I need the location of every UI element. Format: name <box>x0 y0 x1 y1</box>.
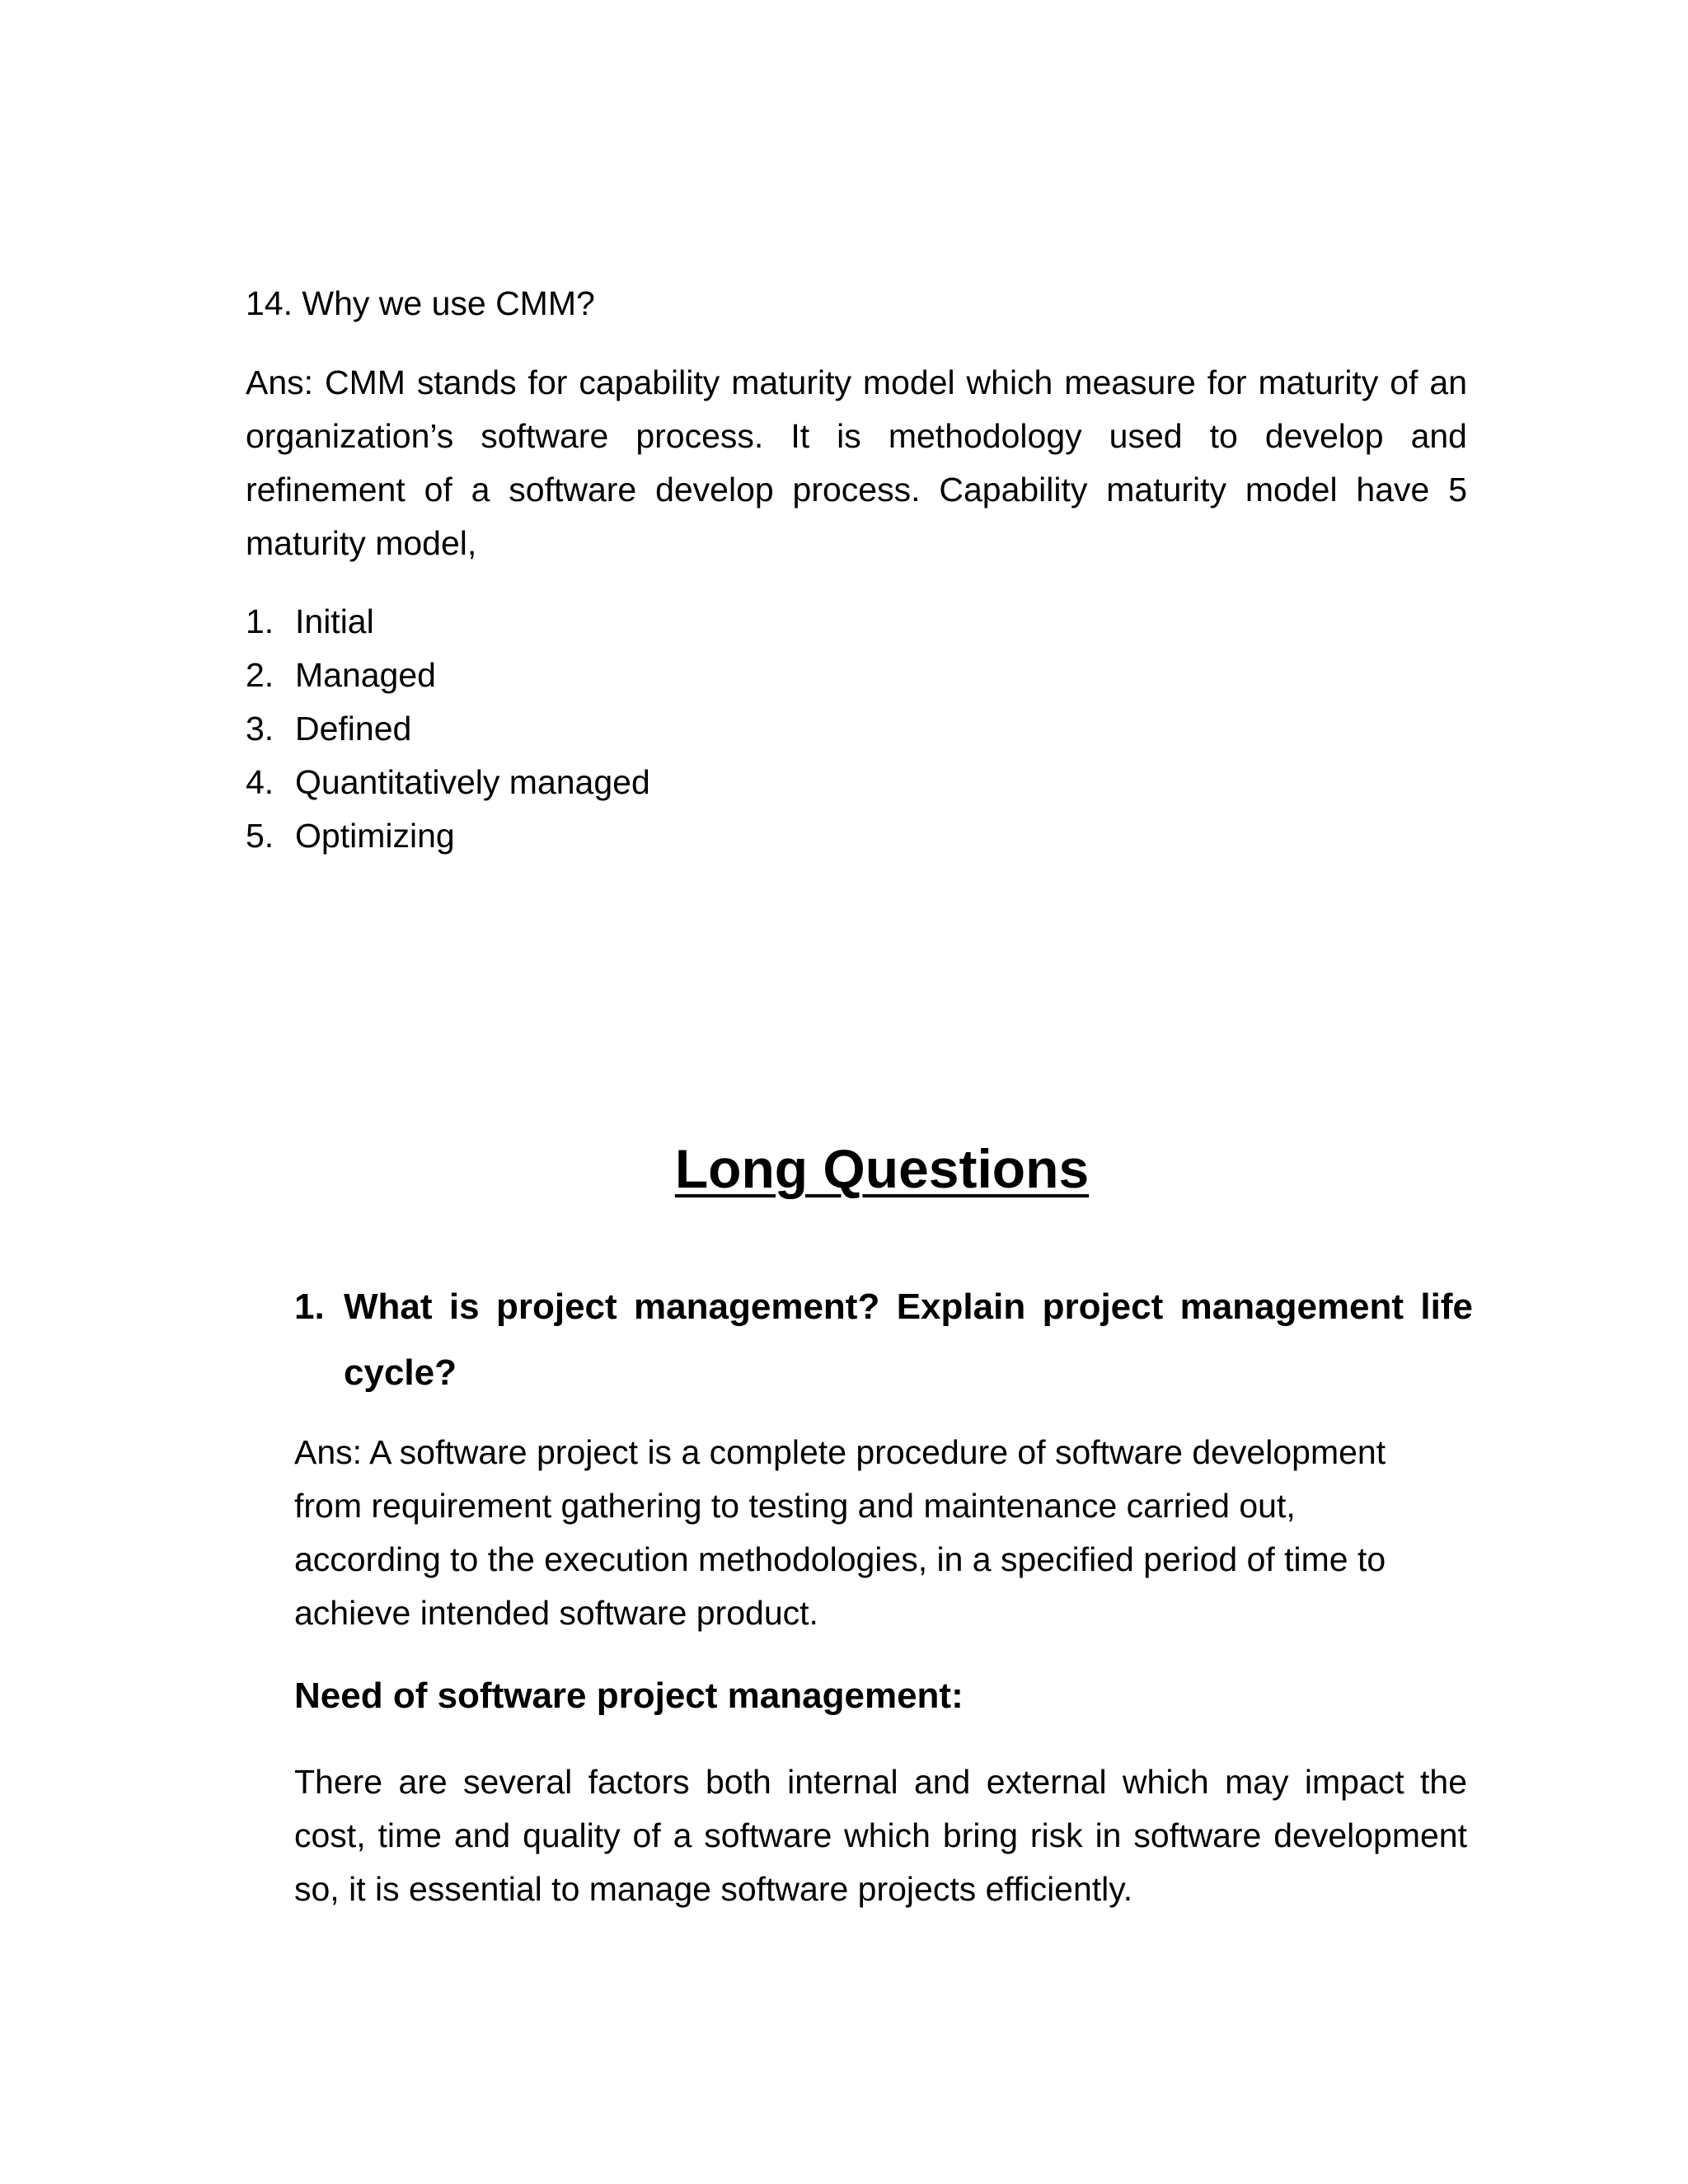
question-14-answer: Ans: CMM stands for capability maturity model which measure for maturity of an organization’s software process. It is methodology used to develop and refinement of a software develop process. Capability maturity model have 5 maturity model, <box>246 363 1467 562</box>
list-item <box>246 702 650 756</box>
list-item-label: Managed <box>295 656 436 694</box>
list-item-number: 4. <box>246 763 274 801</box>
list-item <box>246 756 650 809</box>
list-item-number: 1. <box>246 602 274 640</box>
list-item-label: Optimizing <box>295 817 455 855</box>
list-item-number: 2. <box>246 656 274 694</box>
list-item <box>246 809 650 863</box>
need-of-spm-paragraph: There are several factors both internal and external which may impact the cost, time and quality of a software which bring risk in software development so, it is essential to manage software projects efficiently. <box>294 1763 1467 1908</box>
list-item <box>246 649 650 702</box>
long-question-1-text: What is project management? Explain project management life cycle? <box>344 1286 1473 1393</box>
long-question-1-number: 1. <box>294 1286 325 1327</box>
list-item-label: Initial <box>295 602 374 640</box>
list-item-label: Defined <box>295 710 412 748</box>
long-questions-title: Long Questions <box>674 1138 1090 1199</box>
need-of-spm-subheading: Need of software project management: <box>294 1675 964 1716</box>
long-question-1-heading <box>294 1274 1473 1406</box>
list-item <box>246 595 650 649</box>
list-item-label: Quantitatively managed <box>295 763 650 801</box>
cmm-levels-list <box>246 595 650 863</box>
question-14-heading: 14. Why we use CMM? <box>246 284 595 322</box>
list-item-number: 3. <box>246 710 274 748</box>
long-question-1-answer: Ans: A software project is a complete procedure of software development from requirement gathering to testing and maintenance carried out, according to the execution methodologies, in a specified period of time to achieve intended software product. <box>294 1433 1386 1632</box>
list-item-number: 5. <box>246 817 274 855</box>
